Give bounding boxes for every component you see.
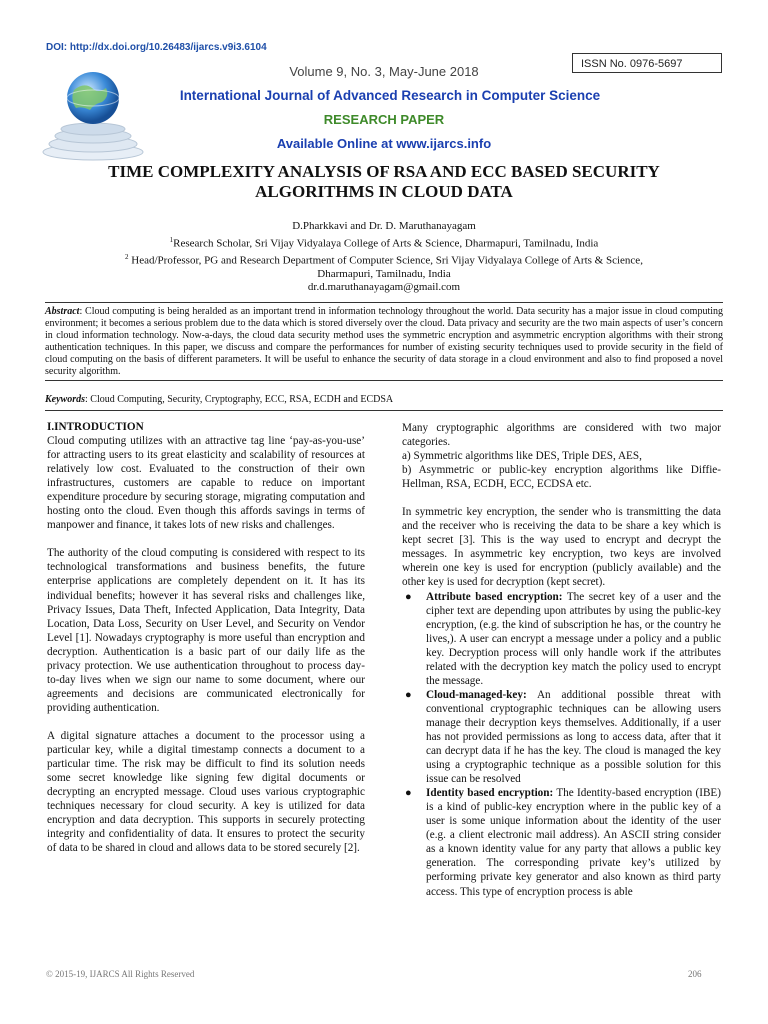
bullet-term: Identity based encryption: bbox=[426, 787, 554, 800]
bullet-text: The Identity-based encryption (IBE) is a kind of public-key encryption where in the public key of a user is some unique information about the identity of the user (e.g. a client electronic mail address). An ASCII string consider as a known identity value for any party that allows a public key generation. The corresponding private key’s utilized by performing private key generator and also known as third party access. This type of encryption process is able bbox=[426, 787, 721, 898]
bullet-text: The secret key of a user and the cipher text are depending upon attributes by using the public-key encryption, (e.g. the kind of subscription he has, or the country he lives,). A user can encrypt a message under a policy and a public key. Decryption process will only handle work if the attributes related with the decryption key match the policy used to encrypt the message. bbox=[426, 590, 722, 687]
bullet-icon: ● bbox=[405, 688, 412, 701]
title-line-2: ALGORITHMS IN CLOUD DATA bbox=[255, 182, 513, 201]
keywords-label: Keywords bbox=[45, 394, 85, 405]
keywords-text: : Cloud Computing, Security, Cryptography, ECC, RSA, ECDH and ECDSA bbox=[85, 394, 394, 405]
affiliation-2 bbox=[60, 251, 708, 268]
copyright: © 2015-19, IJARCS All Rights Reserved bbox=[46, 969, 195, 979]
affiliation-2-text: Head/Professor, PG and Research Department of Computer Science, Sri Vijay Vidyalaya College of Arts & Science, bbox=[131, 254, 643, 267]
bullet-text: An additional possible threat with conventional cryptographic techniques can be allowing users manage their decryption keys themselves. Additionally, if a user has not provided permissions as long to access data, after that it can decrypt data if he has the key. The cloud is managed the key using a cryptographic technique as a possible solution for this issue can be resolved bbox=[426, 688, 721, 786]
author-names: D.Pharkkavi and Dr. D. Maruthanayagam bbox=[292, 220, 476, 232]
intro-paragraph-3: A digital signature attaches a document to the processor using a particular key, while a digital timestamp connects a document to a particular time. The risk may be difficult to find its solution needs some secret knowledge like signing few digital documents or decrypting an encrypted message. Cloud uses various cryptographic techniques necessary for cloud security. A key is utilized for data encryption and data decryption. This supports in securely protecting integrity and confidentiality of data. It ensures to protect the security of data to be shared in cloud and allows data to be stored securely [2]. bbox=[47, 729, 365, 855]
encryption-techniques-list bbox=[402, 590, 721, 899]
bullet-term: Cloud-managed-key: bbox=[426, 688, 527, 701]
available-online: Available Online at www.ijarcs.info bbox=[276, 136, 492, 151]
aff1-marker: 1 bbox=[169, 235, 174, 244]
bullet-term: Attribute based encryption: bbox=[426, 590, 563, 603]
doi-link[interactable]: DOI: http://dx.doi.org/10.26483/ijarcs.v9i3.6104 bbox=[46, 42, 267, 53]
key-encryption-paragraph: In symmetric key encryption, the sender who is transmitting the data and the receiver who is receiving the data to be share a key which is kept secret [3]. This is the way used to encrypt and decrypt the messages. In asymmetric key encryption, two keys are involved wherein one key is used for encryption (publicly available) and the other key is used for decryption (kept secret). bbox=[402, 506, 721, 589]
paper-type-label: RESEARCH PAPER bbox=[323, 112, 445, 127]
issn-box: ISSN No. 0976-5697 bbox=[572, 53, 722, 73]
page-number: 206 bbox=[688, 969, 702, 979]
keywords-divider bbox=[45, 410, 723, 411]
abstract-label: Abstract bbox=[45, 306, 80, 317]
bullet-icon: ● bbox=[405, 787, 412, 800]
intro-paragraph-2: The authority of the cloud computing is considered with respect to its technological transformations and business benefits, the future enterprise applications are completely dependent on it. It has its individual benefits; however it has several risks and challenges like, Privacy Issues, Data Theft, Infected Application, Data Integrity, Data Location, Data Loss, Security on User Level, and Security on Vendor Level [1]. Nowadays cryptography is more useful than encryption and decryption. Authentication is a basic part of our daily life as the privacy protection. We use authentication throughout to process day-to-day lives when we sign our name to some document, where our agreements and decisions are communicated electronically for providing authentication. bbox=[47, 547, 365, 714]
aff2-marker: 2 bbox=[125, 252, 129, 261]
journal-name: International Journal of Advanced Research in Computer Science bbox=[179, 88, 601, 103]
list-item bbox=[402, 688, 721, 786]
abstract bbox=[45, 302, 723, 381]
title-line-1: TIME COMPLEXITY ANALYSIS OF RSA AND ECC BASED SECURITY bbox=[108, 162, 660, 181]
affiliation-2-location: Dharmapuri, Tamilnadu, India bbox=[317, 267, 451, 280]
category-a: a) Symmetric algorithms like DES, Triple DES, AES, bbox=[402, 450, 642, 463]
paper-title bbox=[60, 162, 708, 202]
author-block bbox=[60, 220, 708, 295]
affiliation-1-text: Research Scholar, Sri Vijay Vidyalaya College of Arts & Science, Dharmapuri, Tamilnadu, India bbox=[173, 237, 599, 250]
author-email[interactable]: dr.d.maruthanayagam@gmail.com bbox=[307, 281, 461, 294]
keywords bbox=[45, 394, 723, 406]
bullet-icon: ● bbox=[405, 590, 412, 603]
intro-paragraph-1: Cloud computing utilizes with an attractive tag line ‘pay-as-you-use’ for attracting users to its great elasticity and scalability of resources at relatively low cost. Evaluated to the construction of their own infrastructures, customers are capable to reduce on important expenditure procedure by securing storage, migrating computation and hosting onto the cloud. Even though this affords savings in terms of manpower and finance, it takes lots of new risks and challenges. bbox=[47, 435, 365, 532]
section-heading-introduction: I.INTRODUCTION bbox=[47, 421, 144, 433]
affiliation-1 bbox=[60, 234, 708, 251]
left-column bbox=[47, 420, 365, 869]
categories-intro: Many cryptographic algorithms are considered with two major categories. bbox=[402, 422, 721, 449]
abstract-text: : Cloud computing is being heralded as an important trend in information technology throughout the world. Data security has a major issue in cloud computing environment; it becomes a serious problem due to the data which is stored diversely over the cloud. Data privacy and security are the two main aspects of user’s concern in cloud information technology. Now-a-days, the cloud data security method uses the symmetric encryption and asymmetric encryption algorithms with their strong authentication techniques. In this paper, we discuss and compare the performances for number of existing security techniques used to provide security in the field of cloud computing on the basis of different parameters. It will be useful to enhance the security of data storage in a cloud environment and also to find proposed a novel security algorithm. bbox=[45, 306, 723, 377]
right-column bbox=[402, 421, 721, 899]
list-item bbox=[402, 786, 721, 898]
volume-info: Volume 9, No. 3, May-June 2018 bbox=[289, 64, 479, 79]
list-item bbox=[402, 590, 721, 688]
category-b: b) Asymmetric or public-key encryption algorithms like Diffie-Hellman, RSA, ECDH, ECC, ECDSA etc. bbox=[402, 464, 721, 491]
